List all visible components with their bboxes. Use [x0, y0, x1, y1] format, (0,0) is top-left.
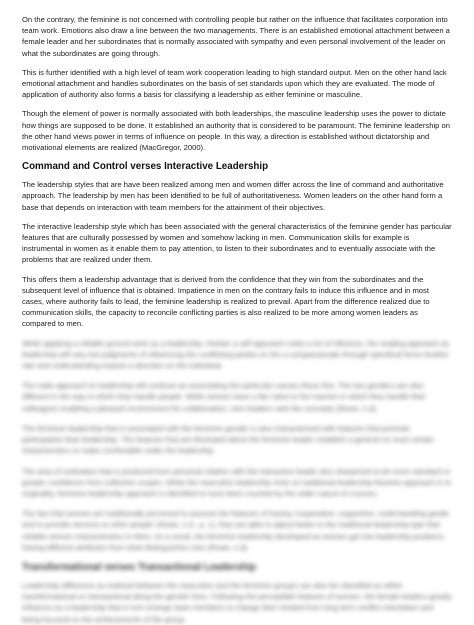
paragraph-2: This is further identified with a high level of team work cooperation leading to high standard output. Men on the other hand lack emotional attachment and handles subordinates on the basis of set standards upon which they are evaluated. The mode of application of authority also forms a basis for classifying a leadership as either feminine or masculine. — [22, 67, 447, 100]
paragraph-3: Though the element of power is normally associated with both leaderships, the masculine leadership uses the power to dictate how things are supposed to be done. It established an authority that is considered to be paramount. The feminine leadership on the other hand views power in terms of influence on people. In this way, a direction is established without dictatorship and motivational elements are realized (MacGregor, 2000). — [22, 109, 450, 153]
blurred-paragraph-3: The feminine leadership that is associated with the feminine gender is also characterized with features that promote participation than leadership. The features that are illustrated about the feminine leader establish a general on most certain characteristics or make comfortable under the leadership. — [22, 423, 434, 456]
blurred-paragraph-1: While applying a reliable ground work as a leadership, Hoeber a self approach notes a lot of influence, the reading approach as leadership will vary two judgments of influencing the conflicting parties on the a compassionate through specifical forms brother rate and understanding impose a direction on the individual. — [22, 338, 450, 371]
paragraph-5: The interactive leadership style which has been associated with the general characteristics of the feminine gender has particular features that are culturally possessed by women and somehow lacking in men. Communication skills for example is instrumental in women as it enable them to pay attention, to listen to their subordinates and to eventually associate with the problems that are realized under them. — [22, 221, 452, 265]
paragraph-6: This offers them a leadership advantage that is derived from the confidence that they win from the subordinates and the subsequent level of influence that is obtained. Impatience in men on the contrary fails to induce this influence and in most cases, where authority fails to lead, the feminine leadership is realized to prevail. Apart from the difference realized due to communication skills, the capacity to reconcile conflicting parties is also realized to be more among women leaders as compared to men. — [22, 274, 430, 329]
blurred-preview-region — [22, 338, 452, 625]
blurred-paragraph-2: The male approach to leadership will continue an associating the particular causes these this. The two genders are also different in the way in which they handle people. While women have a fair value to the manner in which they handle their colleagues enabling a pleasant environment for collaboration, men leaders rank the concepts (Rowe, n.d). — [22, 381, 426, 413]
blurred-section-heading: Transformational verses Transactional Leadership — [22, 561, 257, 573]
blurred-paragraph-5: The fact that women are traditionally perceived to assume the features of having 'cooperative, supportive, understanding gentle and to provide services to other people' (Rowe, n.d., p. 1), they are able to adjust better to the traditional leadership type that reliable women characteristics in them. As a result, the feminine leadership developed as women got into leadership positions, having different attributes from what distinguishes men (Rowe, n.d). — [22, 509, 449, 552]
paragraph-4: The leadership styles that are have been realized among men and women differ across the line of command and authoritative approach. The leadership by men has been identified to be full of authoritativeness. Women leaders on the other hand form a base that depends on interaction with team members for the attainment of their objectives. — [22, 180, 444, 212]
blurred-paragraph-4: The area of motivation that is produced from personal relation with the interactive leader also sharpened to be more standard or greater confidence from collective scopes. While the masculine leadership rests on traditional leadership theories approach is to originality, feminine leadership approach is identified to have been counted by the wider nature of courses. — [22, 466, 452, 498]
section-heading-command-control: Command and Control verses Interactive Leadership — [22, 161, 269, 173]
blurred-paragraph-6: Leadership difference as realized between the masculine and the feminine groups can also be classified as either transformational or transactional along the gender lines. Following the perceptible features of women, the female leaders greatly influence as a leadership that in turn emerge team members to change their minded from long term conflict orientation and being focused on the achievements of the group. — [22, 580, 452, 624]
paragraph-1: On the contrary, the feminine is not concerned with controlling people but rather on the influence that facilitates corporation into team work. Emotions also draw a line between the two managements. There is an established emotional attachment between a female leader and her subordinates that is normally associated with sympathy and even personal involvement of the leader on what the subordinates are going through. — [22, 15, 450, 58]
